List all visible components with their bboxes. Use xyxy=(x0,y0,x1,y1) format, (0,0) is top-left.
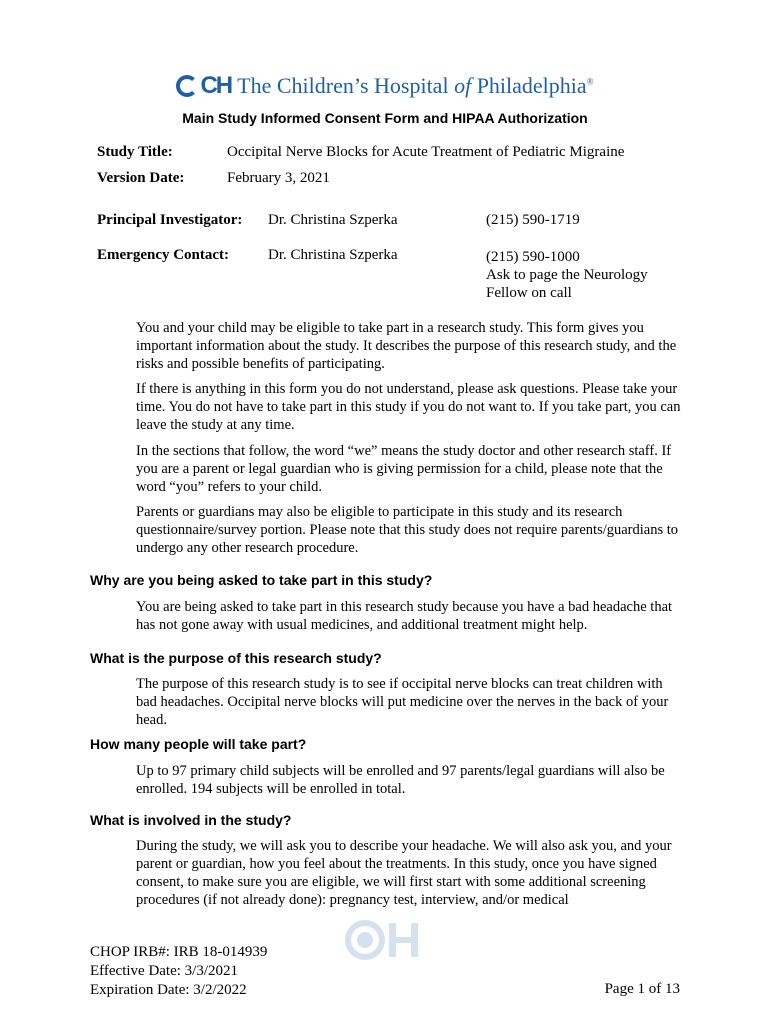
pi-phone: (215) 590-1719 xyxy=(486,212,580,228)
irb-number: CHOP IRB#: IRB 18-014939 xyxy=(90,944,268,960)
emergency-contact-note-1: Ask to page the Neurology xyxy=(486,267,648,283)
pi-label: Principal Investigator: xyxy=(97,212,243,228)
section-body-involved: During the study, we will ask you to describe your headache. We will also ask you, and your parent or guardian, how you feel about the treatments. In this study, once you have signed consent, to make sure you are eligible, we will first start with some additional screening procedures (if not already done): pregnancy test, interview, and/or medical xyxy=(136,838,672,908)
irb-footer xyxy=(90,943,267,1000)
section-body-how-many: Up to 97 primary child subjects will be enrolled and 97 parents/legal guardians will also be enrolled. 194 subjects will be enrolled in total. xyxy=(136,763,665,797)
emergency-contact-note-2: Fellow on call xyxy=(486,285,572,301)
hospital-header xyxy=(0,72,770,102)
chop-logo-icon: CH xyxy=(176,72,231,100)
section-body-why: You are being asked to take part in this research study because you have a bad headache that has not gone away with usual medicines, and additional treatment might help. xyxy=(136,599,673,633)
section-heading-why: Why are you being asked to take part in this study? xyxy=(90,572,433,588)
effective-date: Effective Date: 3/3/2021 xyxy=(90,963,239,979)
version-date-value: February 3, 2021 xyxy=(227,170,330,186)
intro-paragraph-1: You and your child may be eligible to take part in a research study. This form gives you important information about the study. It describes the purpose of this research study, and the risks and possible benefits of participating. xyxy=(136,320,677,372)
emergency-contact-label: Emergency Contact: xyxy=(97,247,230,263)
intro-paragraph-2: If there is anything in this form you do not understand, please ask questions. Please take your time. You do not have to take part in this study if you do not want to. If you take part, you can leave the study at any time. xyxy=(136,381,681,433)
version-date-label: Version Date: xyxy=(97,170,185,186)
study-title-value: Occipital Nerve Blocks for Acute Treatment of Pediatric Migraine xyxy=(227,144,625,160)
document-title: Main Study Informed Consent Form and HIPAA Authorization xyxy=(182,110,588,126)
chop-watermark-icon xyxy=(345,915,435,965)
page-number: Page 1 of 13 xyxy=(604,981,680,997)
section-heading-involved: What is involved in the study? xyxy=(90,812,292,828)
emergency-contact-phone: (215) 590-1000 xyxy=(486,249,580,265)
section-heading-how-many: How many people will take part? xyxy=(90,736,307,752)
hospital-name: The Children’s Hospital of Philadelphia® xyxy=(237,73,594,98)
section-body-purpose: The purpose of this research study is to see if occipital nerve blocks can treat children with bad headaches. Occipital nerve blocks will put medicine over the nerves in the back of your head. xyxy=(136,676,669,728)
expiration-date: Expiration Date: 3/2/2022 xyxy=(90,982,247,998)
emergency-contact-name: Dr. Christina Szperka xyxy=(268,247,398,263)
intro-paragraph-4: Parents or guardians may also be eligible to participate in this study and its research questionnaire/survey portion. Please note that this study does not require parents/guardians to undergo any other research procedure. xyxy=(136,504,679,556)
intro-paragraph-3: In the sections that follow, the word “we” means the study doctor and other research staff. If you are a parent or legal guardian who is giving permission for a child, please note that the word “you” refers to your child. xyxy=(136,443,672,495)
hospital-logo xyxy=(176,72,593,100)
pi-name: Dr. Christina Szperka xyxy=(268,212,398,228)
section-heading-purpose: What is the purpose of this research study? xyxy=(90,650,382,666)
study-title-label: Study Title: xyxy=(97,144,173,160)
